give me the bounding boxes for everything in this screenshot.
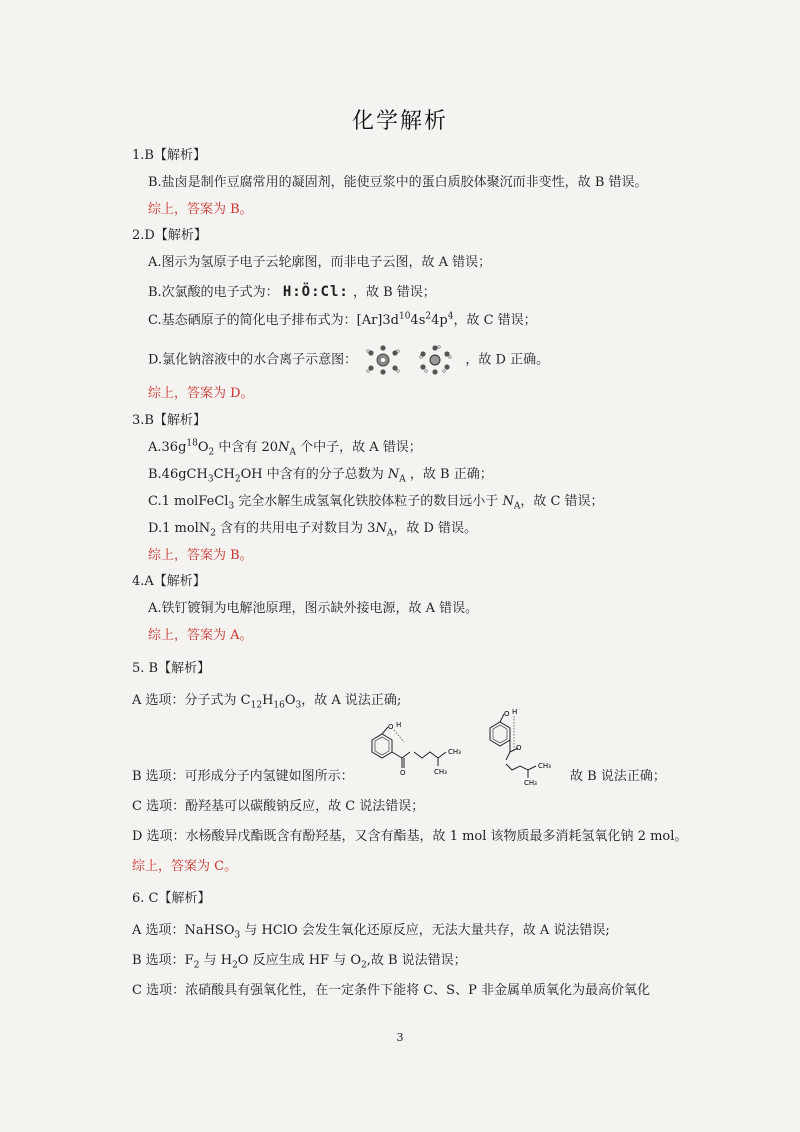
q5-option-b: B 选项：可形成分子内氢键如图所示： [132, 769, 354, 784]
q2-4s: 4s [410, 313, 426, 328]
q5-a-h: H [262, 693, 274, 708]
q3-b-sub: 3 [207, 474, 214, 485]
q3-option-a [148, 439, 422, 457]
struct2-h-label: H [512, 708, 518, 716]
q4-option-a: A.铁钉镀铜为电解池原理，图示缺外接电源，故 A 错误。 [148, 601, 479, 616]
struct1-h-label: H [396, 722, 402, 729]
q2-option-d [148, 345, 549, 375]
q5-option-b-tail: 故 B 说法正确； [570, 769, 666, 784]
q3-c-sub: 3 [228, 501, 235, 512]
q6-b-sub2: 2 [232, 960, 238, 971]
struct1-o-label: O [388, 723, 394, 731]
salicylate-structure-1 [360, 722, 475, 777]
q2-option-c [148, 312, 537, 330]
q5-heading: 5. B【解析】 [132, 661, 211, 676]
q2-option-b [148, 283, 436, 302]
q3-c-mid: 完全水解生成氢氧化铁胶体粒子的数目远小于 [234, 494, 503, 509]
q5-a-sub3: 3 [295, 700, 302, 711]
q6-option-a [132, 922, 610, 940]
q2-option-a: A.图示为氢原子电子云轮廓图，而非电子云图，故 A 错误； [148, 255, 492, 270]
q3-a-sub: 2 [208, 447, 215, 458]
salicylate-structure-2 [478, 708, 563, 786]
q3-a-nsub: A [289, 447, 296, 458]
q1-option-b: B.盐卤是制作豆腐常用的凝固剂，能使豆浆中的蛋白质胶体聚沉而非变性，故 B 错误。 [148, 175, 648, 190]
q1-heading: 1.B【解析】 [132, 148, 206, 163]
q3-option-d [148, 520, 477, 538]
struct2-carbonyl-o: O [516, 744, 522, 752]
hydrated-cl-ion [420, 345, 452, 374]
q6-a-sub: 3 [234, 930, 241, 941]
hclo-electron-formula: H:Ö:Cl: [282, 284, 349, 300]
struct2-ch3-b: CH₃ [524, 779, 537, 786]
q5-a-tail: ，故 A 说法正确; [301, 693, 402, 708]
hydrated-na-ion [367, 345, 400, 374]
q6-b-sub: 2 [193, 960, 200, 971]
q3-a-n: N [278, 440, 290, 455]
q5-option-d: D 选项：水杨酸异戊酯既含有酚羟基，又含有酯基，故 1 mol 该物质最多消耗氢氧化钠 2 mol。 [132, 829, 688, 844]
q2-heading: 2.D【解析】 [132, 228, 207, 243]
q2-option-c-tail: ，故 C 错误； [453, 313, 537, 328]
q6-a-pre: A 选项：NaHSO [132, 923, 235, 938]
q2-sup-10: 10 [398, 311, 411, 322]
q2-option-d-tail: ，故 D 正确。 [465, 352, 550, 368]
q3-d-pre: D.1 molN [148, 521, 211, 536]
q3-c-tail: ，故 C 错误； [520, 494, 604, 509]
q3-d-nsub: A [386, 528, 394, 539]
q5-option-c: C 选项：酚羟基可以碳酸钠反应，故 C 说法错误； [132, 799, 425, 814]
q5-option-a [132, 692, 401, 710]
q6-heading: 6. C【解析】 [132, 891, 211, 906]
q3-a-sup: 18 [186, 438, 198, 449]
q3-b-nsub: A [399, 474, 406, 485]
q3-c-nsub: A [513, 501, 521, 512]
q3-b-n: N [387, 467, 400, 482]
q3-b-mid2: OH 中含有的分子总数为 [240, 467, 388, 482]
q6-b-pre: B 选项：F [132, 953, 194, 968]
q4-summary: 综上，答案为 A。 [148, 628, 253, 643]
q6-option-b [132, 952, 467, 970]
q2-option-b-tail: ，故 B 错误； [352, 285, 436, 300]
q3-d-sub: 2 [210, 528, 216, 539]
q3-summary: 综上，答案为 B。 [148, 548, 253, 563]
q3-a-mass: A.36g [148, 440, 187, 455]
q3-c-pre: C.1 molFeCl [148, 494, 229, 509]
struct2-o-label: O [504, 710, 510, 718]
q2-option-d-text: D.氯化钠溶液中的水合离子示意图： [148, 352, 358, 368]
struct1-carbonyl-o: O [400, 769, 406, 777]
q5-a-sub2: 16 [273, 700, 285, 711]
q5-a-pre: A 选项：分子式为 C [132, 693, 251, 708]
q3-b-mid: CH [213, 467, 235, 482]
q6-b-tail: ,故 B 说法错误； [366, 953, 467, 968]
q3-c-n: N [502, 494, 514, 509]
q5-summary: 综上，答案为 C。 [132, 859, 238, 874]
q6-b-mid: 与 H [199, 953, 233, 968]
q3-b-sub2: 2 [234, 474, 241, 485]
q3-a-tail: 个中子，故 A 错误； [295, 440, 422, 455]
q5-a-o: O [284, 693, 296, 708]
q2-4p: 4p [431, 313, 448, 328]
q3-d-tail: ，故 D 错误。 [393, 521, 478, 536]
page-title: 化学解析 [351, 109, 448, 134]
struct2-ch3-a: CH₃ [538, 762, 551, 770]
q3-a-o: O [197, 440, 209, 455]
q3-d-n: N [375, 521, 387, 536]
struct1-ch3-a: CH₃ [448, 748, 461, 756]
q2-option-c-text: C.基态硒原子的简化电子排布式为：[Ar]3d [148, 313, 399, 328]
q2-option-b-text: B.次氯酸的电子式为： [148, 285, 279, 300]
q1-summary: 综上，答案为 B。 [148, 202, 253, 217]
q6-b-sub3: 2 [361, 960, 367, 971]
q5-a-sub1: 12 [250, 700, 263, 711]
q6-b-mid2: O 反应生成 HF 与 O [237, 953, 361, 968]
q2-sup-4: 4 [447, 311, 454, 322]
page-number: 3 [396, 1031, 404, 1044]
q3-d-mid: 含有的共用电子对数目为 3 [215, 521, 376, 536]
hydrated-ion-diagram [361, 345, 461, 375]
q3-heading: 3.B【解析】 [132, 413, 206, 428]
q3-a-mid: 中含有 20 [214, 440, 279, 455]
q2-sup-2: 2 [425, 311, 432, 322]
q2-summary: 综上，答案为 D。 [148, 386, 254, 401]
q6-option-c: C 选项：浓硝酸具有强氧化性，在一定条件下能将 C、S、P 非金属单质氧化为最高价氧化 [132, 983, 650, 998]
q3-b-tail: ，故 B 正确； [405, 467, 493, 482]
struct1-ch3-b: CH₃ [434, 768, 447, 776]
q3-option-c [148, 493, 604, 511]
q3-option-b [148, 466, 493, 484]
q3-b-pre: B.46gCH [148, 467, 208, 482]
q6-a-tail: 与 HClO 会发生氧化还原反应，无法大量共存，故 A 说法错误; [240, 923, 610, 938]
q4-heading: 4.A【解析】 [132, 574, 206, 589]
